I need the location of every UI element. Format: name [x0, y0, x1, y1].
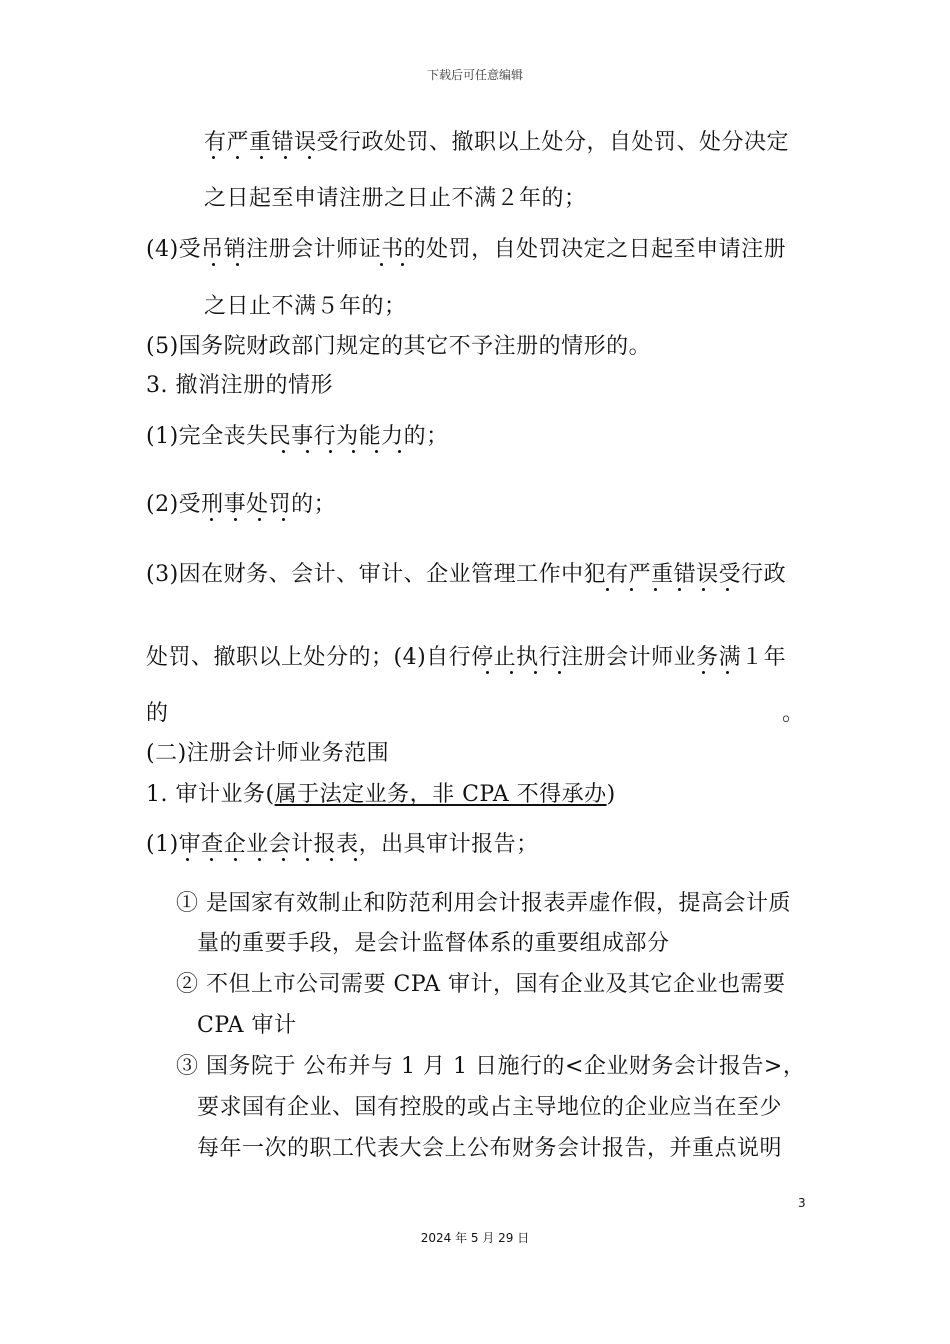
subsection-suffix: ): [606, 782, 616, 807]
text-line: 之日止不满５年的；: [204, 294, 407, 319]
list-item-continuation: 要求国有企业、国有控股的或占主导地位的企业应当在至少: [197, 1095, 783, 1120]
text-line: 有严重错误受行政处罚、撤职以上处分，自处罚、处分决定: [204, 130, 790, 155]
text-line: (1)审查企业会计报表，出具审计报告；: [146, 832, 539, 857]
list-item: ② 不但上市公司需要 CPA 审计，国有企业及其它企业也需要: [176, 972, 786, 997]
text-line: (3)因在财务、会计、审计、企业管理工作中犯有严重错误受行政: [146, 562, 787, 587]
list-item-continuation: 每年一次的职工代表大会上公布财务会计报告，并重点说明: [197, 1136, 783, 1161]
subsection-heading: [146, 780, 616, 810]
text-line: 的: [146, 701, 169, 726]
text-line-end-mark: 。: [782, 701, 805, 726]
subsection-underlined-note: 属于法定业务，非 CPA 不得承办: [274, 782, 607, 807]
list-item-continuation: 量的重要手段，是会计监督体系的重要组成部分: [197, 931, 670, 956]
page-footer-date: 2024 年 5 月 29 日: [420, 1231, 530, 1245]
text-line: 之日起至申请注册之日止不满２年的；: [204, 186, 587, 211]
subsection-prefix: 1. 审计业务(: [146, 782, 275, 807]
text-line: (1)完全丧失民事行为能力的；: [146, 424, 449, 449]
section-heading: 3. 撤消注册的情形: [146, 373, 333, 398]
page-header: 下载后可任意编辑: [426, 68, 523, 82]
list-item: ③ 国务院于 公布并与 1 月 1 日施行的<企业财务会计报告>，: [176, 1054, 806, 1079]
page-number: 3: [798, 1196, 806, 1210]
list-item-continuation: CPA 审计: [197, 1013, 297, 1038]
list-item: ① 是国家有效制止和防范利用会计报表弄虚作假，提高会计质: [176, 891, 791, 916]
text-line: 处罚、撤职以上处分的；(4)自行停止执行注册会计师业务满１年: [146, 645, 787, 670]
text-line: (4)受吊销注册会计师证书的处罚，自处罚决定之日起至申请注册: [146, 237, 787, 262]
text-line: (5)国务院财政部门规定的其它不予注册的情形的。: [146, 334, 652, 359]
section-heading: (二)注册会计师业务范围: [146, 741, 390, 766]
text-line: (2)受刑事处罚的；: [146, 492, 337, 517]
